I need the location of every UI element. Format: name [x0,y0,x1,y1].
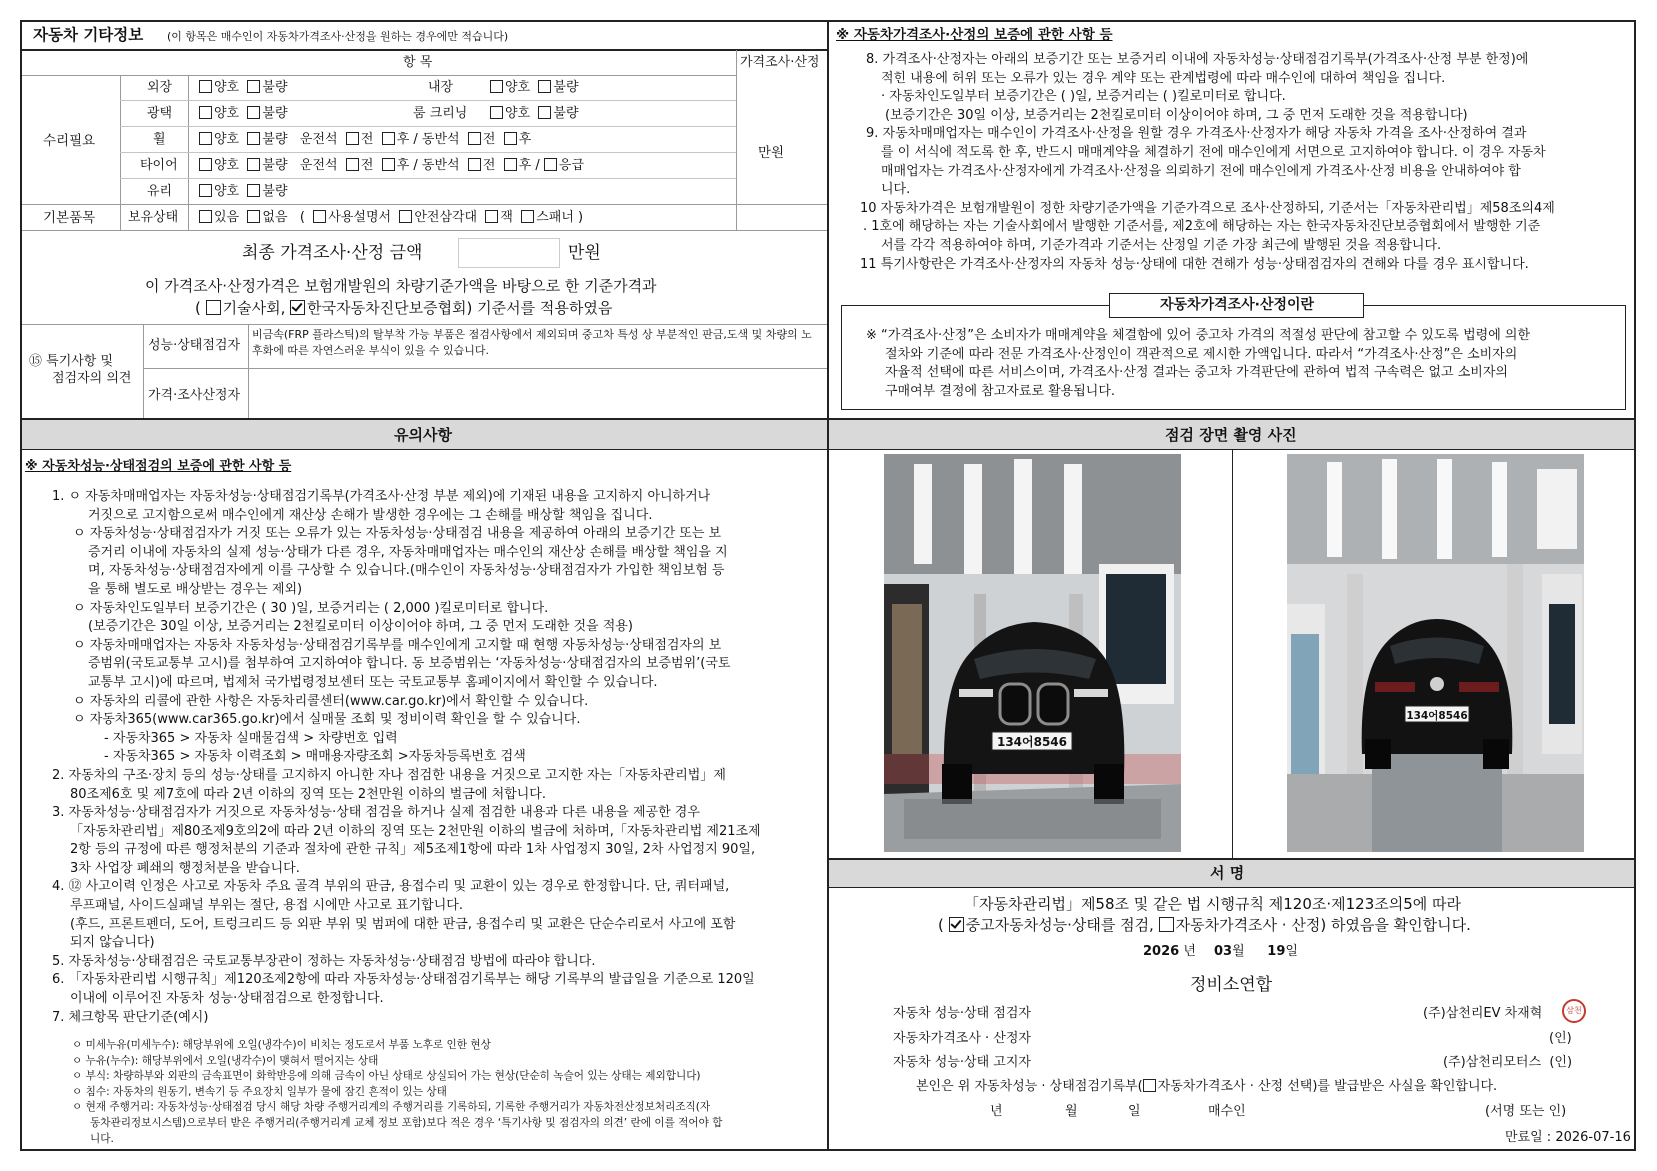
gloss-bad-checkbox[interactable] [247,106,260,119]
column-item-header: 항 목 [403,55,433,70]
interior-bad-checkbox[interactable] [538,80,551,93]
spanner-checkbox[interactable] [521,210,534,223]
none-checkbox[interactable] [247,210,260,223]
glass-label: 유리 [147,184,173,199]
center-divider [827,20,829,1151]
performance-checker-label: 성능·상태점검자 [148,338,241,353]
room-cleaning-options: 양호 불량 [490,106,579,122]
special-notes-label-1: ⑮ 특기사항 및 [29,354,114,369]
signature-title: 서 명 [1210,864,1245,882]
price-definition-title: 자동차가격조사·산정이란 [1160,297,1315,313]
repair-needed-label: 수리필요 [43,133,96,149]
exterior-options: 양호 불량 [199,80,288,96]
section-title: 자동차 기타정보 [33,26,144,44]
tire-emergency-checkbox[interactable] [544,158,557,171]
room-cleaning-good-checkbox[interactable] [490,106,503,119]
basis-standard: ( 기술사회, 한국자동차진단보증협회) 기준서를 적용하였음 [195,299,613,317]
notice-body: 1. ㅇ 자동차매매업자는 자동차성능·상태점검기록부(가격조사·산정 부분 제외)에 기재된 내용을 고지하지 아니하거나 거짓으로 고지함으로써 매수인에게 재산상 손해가 발생한 경우에는 그 손해를 배상할 책임을 집니다. ㅇ 자동차성능·상태점검자가 거짓 또는 오류가 있는 자동차성능·상태점검 내용을 제공하여 아래의 보증기간 또는 보 증거리 이내에 자동차의 실제 성능·상태가 다른 경우, 자동차매매업자는 매수인의 재산상 손해를 배상할 책임을 지 며, 자동차성능·상태점검자에게 이를 구상할 수 있습니다.(매수인이 자동차성능·상태점검자가 가입한 책임보험 등 을 통해 별도로 배상받는 경우는 제외) ㅇ 자동차인도일부터 보증기간은 ( 30 )일, 보증거리는 ( 2,000 )킬로미터로 합니다. (보증기간은 30일 이상, 보증거리는 2천킬로미터 이상이어야 하며, 그 중 먼저 도래한 것을 적용) ㅇ 자동차매매업자는 자동차 자동차성능·상태점검기록부를 매수인에게 고지할 때 현행 자동차성능·상태점검자의 보 증범위(국토교통부 고시)를 첨부하여 고지하여야 합니다. 동 보증범위는 ‘자동차성능·상태점검자의 보증범위’(국토 교통부 고시)에 따르며, 법제처 국가법령정보센터 또는 국토교통부 홈페이지에서 확인할 수 있습니다. ㅇ 자동차의 리콜에 관한 사항은 자동차리콜센터(www.car.go.kr)에서 확인할 수 있습니다. ㅇ 자동차365(www.car365.go.kr)에서 실매물 조회 및 정비이력 확인을 할 수 있습니다. - 자동차365 > 자동차 실매물검색 > 차량번호 입력 - 자동차365 > 자동차 이력조회 > 매매용자량조회 >자동차등록번호 검색 2. 자동차의 구조·장치 등의 성능·상태를 고지하지 아니한 자나 점검한 내용을 거짓으로 고지한 자는「자동차관리법」제 80조제6호 및 제7호에 따라 2년 이하의 징역 또는 2천만원 이하의 벌금에 처합니다. 3. 자동차성능·상태점검자가 거짓으로 자동차성능·상태 점검을 하거나 실제 점검한 내용과 다른 내용을 제공한 경우 「자동차관리법」제80조제9호의2에 따라 2년 이하의 징역 또는 2천만원 이하의 벌금에 처하며,「자동차관리법 제21조제 2항 등의 규정에 따른 행정처분의 기준과 절차에 관한 규칙」제5조제1항에 따라 1차 사업정지 30일, 2차 사업정지 90일, 3차 사업장 폐쇄의 행정처분을 받습니다. 4. ⑫ 사고이력 인정은 사고로 자동차 주요 골격 부위의 판금, 용접수리 및 교환이 있는 경우로 한정합니다. 단, 쿼터패널, 루프패널, 사이드실패널 부위는 절단, 용접 시에만 사고로 표기합니다. (후드, 프론트펜더, 도어, 트렁크리드 등 외판 부위 및 범퍼에 대한 판금, 용접수리 및 교환은 단순수리로서 사고에 포함 되지 않습니다) 5. 자동차성능·상태점검은 국토교통부장관이 정하는 자동차성능·상태점검 방법에 따라야 합니다. 6. 「자동차관리법 시행규칙」제120조제2항에 따라 자동차성능·상태점검기록부는 해당 기록부의 발급일을 기준으로 120일 이내에 이루어진 자동차 성능·상태점검으로 한정합니다. 7. 체크항목 판단기준(예시) [52,489,761,1025]
tire-options: 양호 불량 운전석 전 후 / 동반석 전 후 / 응급 [199,158,584,174]
receipt-price-checkbox[interactable] [1143,1079,1156,1092]
final-price-label: 최종 가격조사·산정 금액 [242,243,423,263]
buyer-label: 매수인 [1208,1104,1246,1119]
notice-criteria-list: ㅇ 미세누유(미세누수): 해당부위에 오일(냉각수)이 비치는 정도로서 부품 노후로 인한 현상 ㅇ 누유(누수): 해당부위에서 오일(냉각수)이 맺혀서 떨어지는 상태 ㅇ 부식: 차량하부와 외판의 금속표면이 화학반응에 의해 금속이 아닌 상태로 상실되어 가는 현상(단순히 녹슬어 있는 상태는 제외합니다) ㅇ 침수: 자동차의 원동기, 변속기 등 주요장치 일부가 물에 잠긴 흔적이 있는 상태 ㅇ 현재 주행거리: 자동차성능·상태점검 당시 해당 차량 주행거리계의 주행거리를 기록하되, 기록한 주행거리가 자동차전산정보처리조직(자 동차관리정보시스템)으로부터 받은 주행거리(주행거리계 교체 정보 포함)보다 적은 경우 ‘특기사항 및 점검자의 의견’ 란에 이를 적어야 합 니다. [72,1039,723,1145]
glass-good-checkbox[interactable] [199,184,212,197]
tire-driver-rear-checkbox[interactable] [382,158,395,171]
price-warranty-heading: ※ 자동차가격조사·산정의 보증에 관한 사항 등 [836,27,1113,43]
interior-good-checkbox[interactable] [490,80,503,93]
room-cleaning-label: 룸 크리닝 [413,106,468,121]
price-survey-checkbox[interactable] [1159,917,1174,932]
inspector-name: (주)삼천리EV 차재혁 [1423,1006,1543,1021]
section-note: (이 항목은 매수인이 자동차가격조사·산정을 원하는 경우에만 적습니다) [167,30,509,43]
confirmation-line: ( 중고자동차성능·상태를 점검, 자동차가격조사 · 산정) 하였음을 확인합니다. [938,916,1471,934]
jack-checkbox[interactable] [485,210,498,223]
tech-society-checkbox[interactable] [206,300,221,315]
basic-items-label: 기본품목 [43,210,96,226]
price-definition-text: ※ “가격조사·산정”은 소비자가 매매계약을 체결함에 있어 중고차 가격의 적절성 판단에 참고할 수 있도록 법령에 의한 절차와 기준에 따라 전문 가격조사·산정인이 객관적으로 제시한 가액입니다. 따라서 “가격조사·산정”은 소비자의 자율적 선택에 따른 서비스이며, 가격조사·산정 결과는 중고차 가격판단에 관하여 법적 구속력은 없고 소비자의 구매여부 결정에 참고자료로 활용됩니다. [866,328,1531,399]
gloss-options: 양호 불량 [199,106,288,122]
price-warranty-items: 8. 가격조사·산정자는 아래의 보증기간 또는 보증거리 이내에 자동차성능·상태점검기록부(가격조사·산정 부분 한정)에 적힌 내용에 허위 또는 오류가 있는 경우 계약 또는 관계법령에 따라 매수인에 대하여 책임을 집니다. · 자동차인도일부터 보증기간은 ( )일, 보증거리는 ( )킬로미터로 합니다. (보증기간은 30일 이상, 보증거리는 2천킬로미터 이상이어야 하며, 그 중 먼저 도래한 것을 적용합니다) 9. 자동차매매업자는 매수인이 가격조사·산정을 원할 경우 가격조사·산정자가 해당 자동차 가격을 조사·산정하여 결과 를 이 서식에 적도록 한 후, 반드시 매매계약을 체결하기 전에 매수인에게 서면으로 고지하여야 합니다. 이 경우 자동차 매매업자는 가격조사·산정자에게 가격조사·산정을 의뢰하기 전에 매수인에게 가격조사·산정 비용을 안내하여야 합 니다. 10 자동차가격은 보험개발원이 정한 차량기준가액을 기준가격으로 조사·산정하되, 기준서는「자동차관리법」제58조의4제 . 1호에 해당하는 자는 기술사회에서 발행한 기준서를, 제2호에 해당하는 자는 한국자동차진단보증협회에서 발행한 기준 서를 각각 적용하여야 하며, 기준가격과 기준서는 산정일 기준 가장 최근에 발행된 것을 적용합니다. 11 특기사항란은 가격조사·산정자의 자동차 성능·상태에 대한 견해가 성능·상태점검자의 견해와 다를 경우 표시합니다. [860,52,1555,272]
wheel-driver-front-checkbox[interactable] [346,132,359,145]
triangle-checkbox[interactable] [399,210,412,223]
gloss-good-checkbox[interactable] [199,106,212,119]
kaida-checkbox[interactable] [290,300,305,315]
tire-passenger-front-checkbox[interactable] [468,158,481,171]
front-plate-text: 134어8546 [996,735,1068,749]
price-checker-label: 가격·조사산정자 [148,388,241,403]
price-surveyor-label: 자동차가격조사 · 산정자 [893,1031,1031,1046]
final-price-field[interactable] [458,238,560,268]
photos-title: 점검 장면 촬영 사진 [1165,426,1297,444]
tire-label: 타이어 [140,158,178,173]
tire-driver-front-checkbox[interactable] [346,158,359,171]
price-surveyor-seal: (인) [1549,1031,1572,1046]
basis-line: 이 가격조사·산정가격은 보험개발원의 차량기준가액을 바탕으로 한 기준가격과 [145,277,657,295]
wheel-good-checkbox[interactable] [199,132,212,145]
notifier-name: (주)삼천리모터스 (인) [1443,1055,1573,1070]
exterior-bad-checkbox[interactable] [247,80,260,93]
interior-options: 양호 불량 [490,80,579,96]
tire-passenger-rear-checkbox[interactable] [504,158,517,171]
wheel-passenger-front-checkbox[interactable] [468,132,481,145]
inspector-label: 자동차 성능·상태 점검자 [893,1006,1031,1021]
exterior-good-checkbox[interactable] [199,80,212,93]
union-name: 정비소연합 [1190,975,1273,995]
glass-bad-checkbox[interactable] [247,184,260,197]
special-notes-label-2: 점검자의 의견 [52,371,132,386]
wheel-passenger-rear-checkbox[interactable] [504,132,517,145]
receipt-confirmation: 본인은 위 자동차성능 · 상태점검기록부( 자동차가격조사 · 산정 선택)를 발급받은 사실을 확인합니다. [916,1079,1498,1094]
rear-inspection-photo [1287,454,1584,852]
column-price-header: 가격조사·산정 [740,55,820,70]
buyer-year: 년 [990,1104,1003,1119]
sign-date: 2026 년 03월 19일 [1143,944,1298,959]
sign-or-seal-note: (서명 또는 인) [1485,1104,1567,1119]
buyer-day: 일 [1128,1104,1141,1119]
expiry-date: 만료일 : 2026-07-16 [1505,1130,1631,1145]
holding-status-options: 있음 없음 ( 사용설명서 안전삼각대 잭 스패너 ) [199,210,583,226]
wheel-driver-rear-checkbox[interactable] [382,132,395,145]
used-car-inspection-checkbox[interactable] [949,917,964,932]
wheel-bad-checkbox[interactable] [247,132,260,145]
room-cleaning-bad-checkbox[interactable] [538,106,551,119]
tire-good-checkbox[interactable] [199,158,212,171]
have-checkbox[interactable] [199,210,212,223]
interior-label: 내장 [428,80,454,95]
notice-heading: ※ 자동차성능·상태점검의 보증에 관한 사항 등 [25,459,292,474]
holding-status-label: 보유상태 [128,210,179,225]
front-inspection-photo [884,454,1181,852]
final-price-unit: 만원 [568,243,601,263]
tire-bad-checkbox[interactable] [247,158,260,171]
notice-title: 유의사항 [394,426,452,444]
rear-plate-text: 134어8546 [1406,710,1468,722]
manual-checkbox[interactable] [313,210,326,223]
glass-options: 양호 불량 [199,184,288,200]
law-reference-line: 「자동차관리법」제58조 및 같은 법 시행규칙 제120조·제123조의5에 따라 [964,895,1462,913]
wheel-options: 양호 불량 운전석 전 후 / 동반석 전 후 [199,132,531,148]
inspector-stamp: 삼천 [1562,999,1586,1023]
performance-checker-opinion: 비금속(FRP 플라스틱)의 탈부착 가능 부품은 점검사항에서 제외되며 중고차 특성 상 부분적인 판금,도색 및 차량의 노후화에 따른 자연스러운 부식이 있을 수 있습니다. [252,328,812,357]
exterior-label: 외장 [147,80,173,95]
buyer-month: 월 [1065,1104,1078,1119]
wheel-label: 휠 [153,132,166,147]
gloss-label: 광택 [147,106,173,121]
price-unit: 만원 [758,145,785,161]
notifier-label: 자동차 성능·상태 고지자 [893,1055,1031,1070]
